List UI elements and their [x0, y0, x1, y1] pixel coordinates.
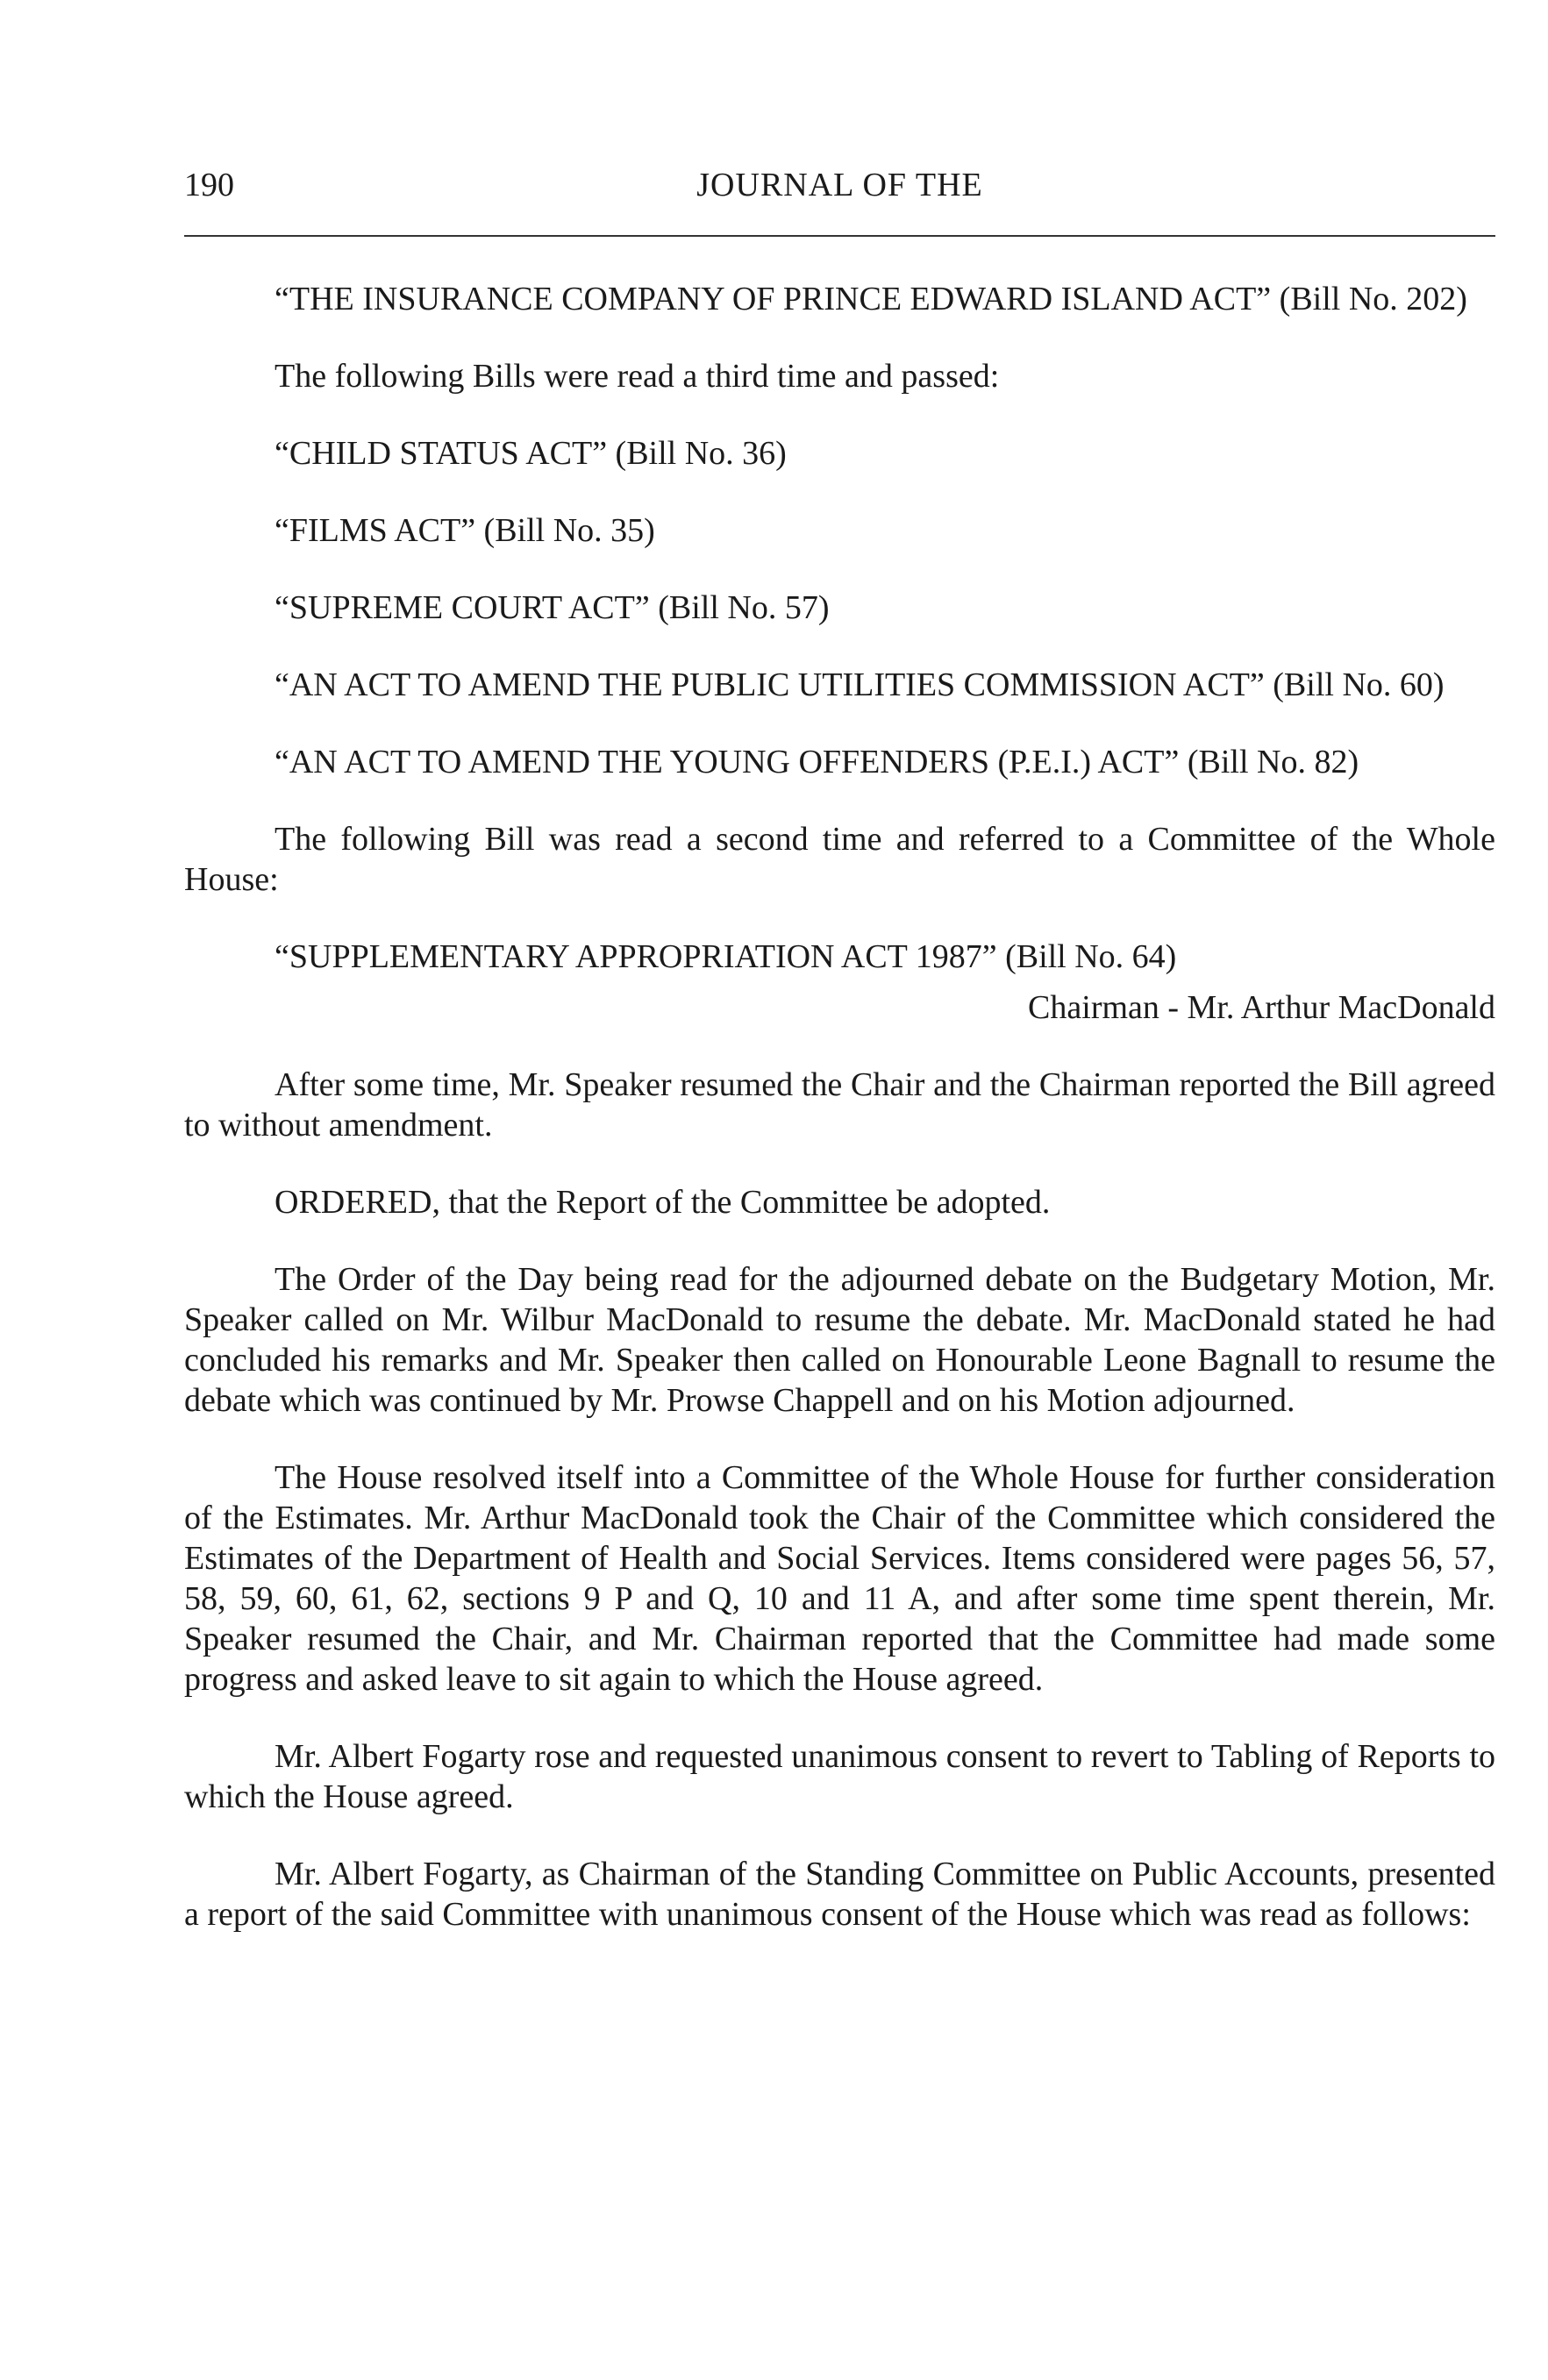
bill-child-status: “CHILD STATUS ACT” (Bill No. 36) [275, 435, 787, 472]
running-head [184, 163, 1495, 207]
header-rule [184, 235, 1495, 237]
bill-films: “FILMS ACT” (Bill No. 35) [275, 512, 655, 549]
committee-chairman: Chairman - Mr. Arthur MacDonald [1028, 989, 1495, 1026]
journal-title: JOURNAL OF THE [696, 167, 983, 203]
committee-report-paragraph: After some time, Mr. Speaker resumed the Chair and the Chairman reported the Bill agreed to without amendment. [184, 1066, 1495, 1144]
public-accounts-report-paragraph: Mr. Albert Fogarty, as Chairman of the Standing Committee on Public Accounts, presented a report of the said Committee with unanimous consent of the House which was read as follows: [184, 1856, 1495, 1933]
bill-supplementary-appropriation: “SUPPLEMENTARY APPROPRIATION ACT 1987” (Bill No. 64) [275, 938, 1177, 975]
bill-young-offenders: “AN ACT TO AMEND THE YOUNG OFFENDERS (P.E.I.) ACT” (Bill No. 82) [275, 744, 1359, 780]
bill-insurance-company: “THE INSURANCE COMPANY OF PRINCE EDWARD ISLAND ACT” (Bill No. 202) [275, 281, 1467, 317]
bill-supreme-court: “SUPREME COURT ACT” (Bill No. 57) [275, 589, 830, 626]
third-reading-intro: The following Bills were read a third time and passed: [275, 358, 1000, 395]
budgetary-motion-paragraph: The Order of the Day being read for the adjourned debate on the Budgetary Motion, Mr. Speaker called on Mr. Wilbur MacDonald to resume the debate. Mr. MacDonald stated he had concluded his remarks and Mr. Speaker then called on Honourable Leone Bagnall to resume the debate which was continued by Mr. Prowse Chappell and on his Motion adjourned. [184, 1261, 1495, 1419]
estimates-paragraph: The House resolved itself into a Committee of the Whole House for further consideration of the Estimates. Mr. Arthur MacDonald took the Chair of the Committee which considered the Estimates of the Department of Health and Social Services. Items considered were pages 56, 57, 58, 59, 60, 61, 62, sections 9 P and Q, 10 and 11 A, and after some time spent therein, Mr. Speaker resumed the Chair, and Mr. Chairman reported that the Committee had made some progress and asked leave to sit again to which the House agreed. [184, 1459, 1495, 1698]
bill-public-utilities: “AN ACT TO AMEND THE PUBLIC UTILITIES COMMISSION ACT” (Bill No. 60) [275, 666, 1445, 703]
ordered-paragraph: ORDERED, that the Report of the Committee be adopted. [275, 1184, 1051, 1221]
journal-body [184, 279, 1495, 1971]
page-number: 190 [184, 167, 234, 203]
second-reading-intro: The following Bill was read a second time and referred to a Committee of the Whole House: [184, 821, 1495, 898]
tabling-revert-paragraph: Mr. Albert Fogarty rose and requested unanimous consent to revert to Tabling of Reports to which the House agreed. [184, 1738, 1495, 1815]
